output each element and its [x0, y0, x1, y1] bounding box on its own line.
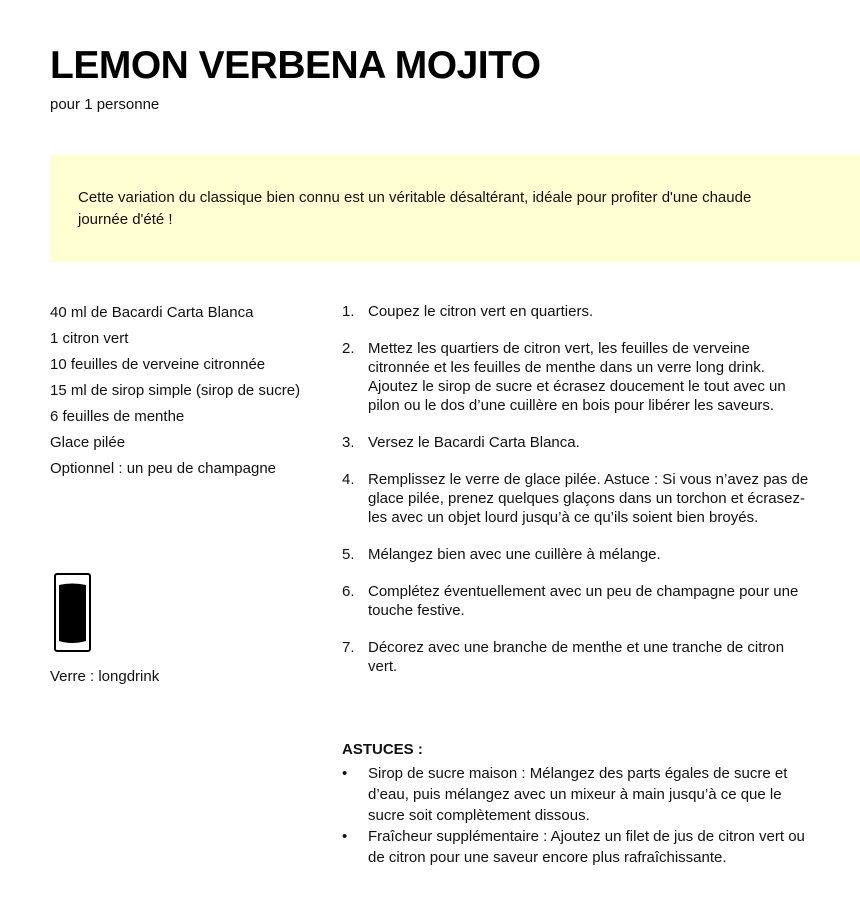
step	[342, 339, 812, 415]
bullet: •	[342, 765, 348, 782]
ingredient: 6 feuilles de menthe	[50, 408, 185, 425]
step-text: Mettez les quartiers de citron vert, les feuilles de verveine citronnée et les feuilles de menthe dans un verre long drink. Ajoutez le sirop de sucre et écrasez doucement le tout avec un pilon ou le dos d’une cuillère en bois pour libérer les saveurs.	[368, 340, 786, 414]
tip	[342, 763, 812, 826]
step	[342, 582, 812, 620]
ingredient: 15 ml de sirop simple (sirop de sucre)	[50, 382, 301, 399]
step-text: Versez le Bacardi Carta Blanca.	[368, 434, 580, 451]
step-text: Décorez avec une branche de menthe et une tranche de citron vert.	[368, 639, 785, 675]
tip	[342, 826, 812, 868]
step-text: Remplissez le verre de glace pilée. Astuce : Si vous n’avez pas de glace pilée, prenez quelques glaçons dans un torchon et écrasez-les avec un objet lourd jusqu’à ce qu’ils soient bien broyés.	[368, 471, 809, 526]
steps-list	[342, 302, 812, 694]
tips-heading: ASTUCES :	[342, 741, 423, 758]
servings: pour 1 personne	[50, 96, 160, 113]
step	[342, 545, 812, 564]
step	[342, 638, 812, 676]
tip-text: Fraîcheur supplémentaire : Ajoutez un filet de jus de citron vert ou de citron pour une saveur encore plus rafraîchissante.	[368, 828, 805, 866]
bullet: •	[342, 828, 348, 845]
step-number: 5.	[342, 546, 355, 563]
step	[342, 433, 812, 452]
step-number: 6.	[342, 583, 355, 600]
glass-type: Verre : longdrink	[50, 668, 160, 685]
step-number: 7.	[342, 639, 355, 656]
tips-list	[342, 763, 812, 868]
step-number: 4.	[342, 471, 355, 488]
ingredient: Glace pilée	[50, 434, 126, 451]
ingredient: 40 ml de Bacardi Carta Blanca	[50, 304, 254, 321]
longdrink-glass-icon	[54, 573, 91, 652]
ingredient: 10 feuilles de verveine citronnée	[50, 356, 266, 373]
step-text: Coupez le citron vert en quartiers.	[368, 303, 594, 320]
step-text: Mélangez bien avec une cuillère à mélange.	[368, 546, 661, 563]
step-text: Complétez éventuellement avec un peu de champagne pour une touche festive.	[368, 583, 799, 619]
step-number: 3.	[342, 434, 355, 451]
tip-text: Sirop de sucre maison : Mélangez des parts égales de sucre et d’eau, puis mélangez avec un mixeur à main jusqu’à ce que le sucre soit complètement dissous.	[368, 765, 788, 824]
ingredient: 1 citron vert	[50, 330, 129, 347]
step-number: 1.	[342, 303, 355, 320]
intro-box	[50, 155, 860, 262]
ingredient: Optionnel : un peu de champagne	[50, 460, 277, 477]
intro-text: Cette variation du classique bien connu est un véritable désaltérant, idéale pour profiter d'une chaude journée d'été !	[78, 189, 752, 228]
step	[342, 302, 812, 321]
step-number: 2.	[342, 340, 355, 357]
recipe-title: LEMON VERBENA MOJITO	[50, 44, 541, 87]
step	[342, 470, 812, 527]
ingredients-list	[50, 300, 310, 482]
